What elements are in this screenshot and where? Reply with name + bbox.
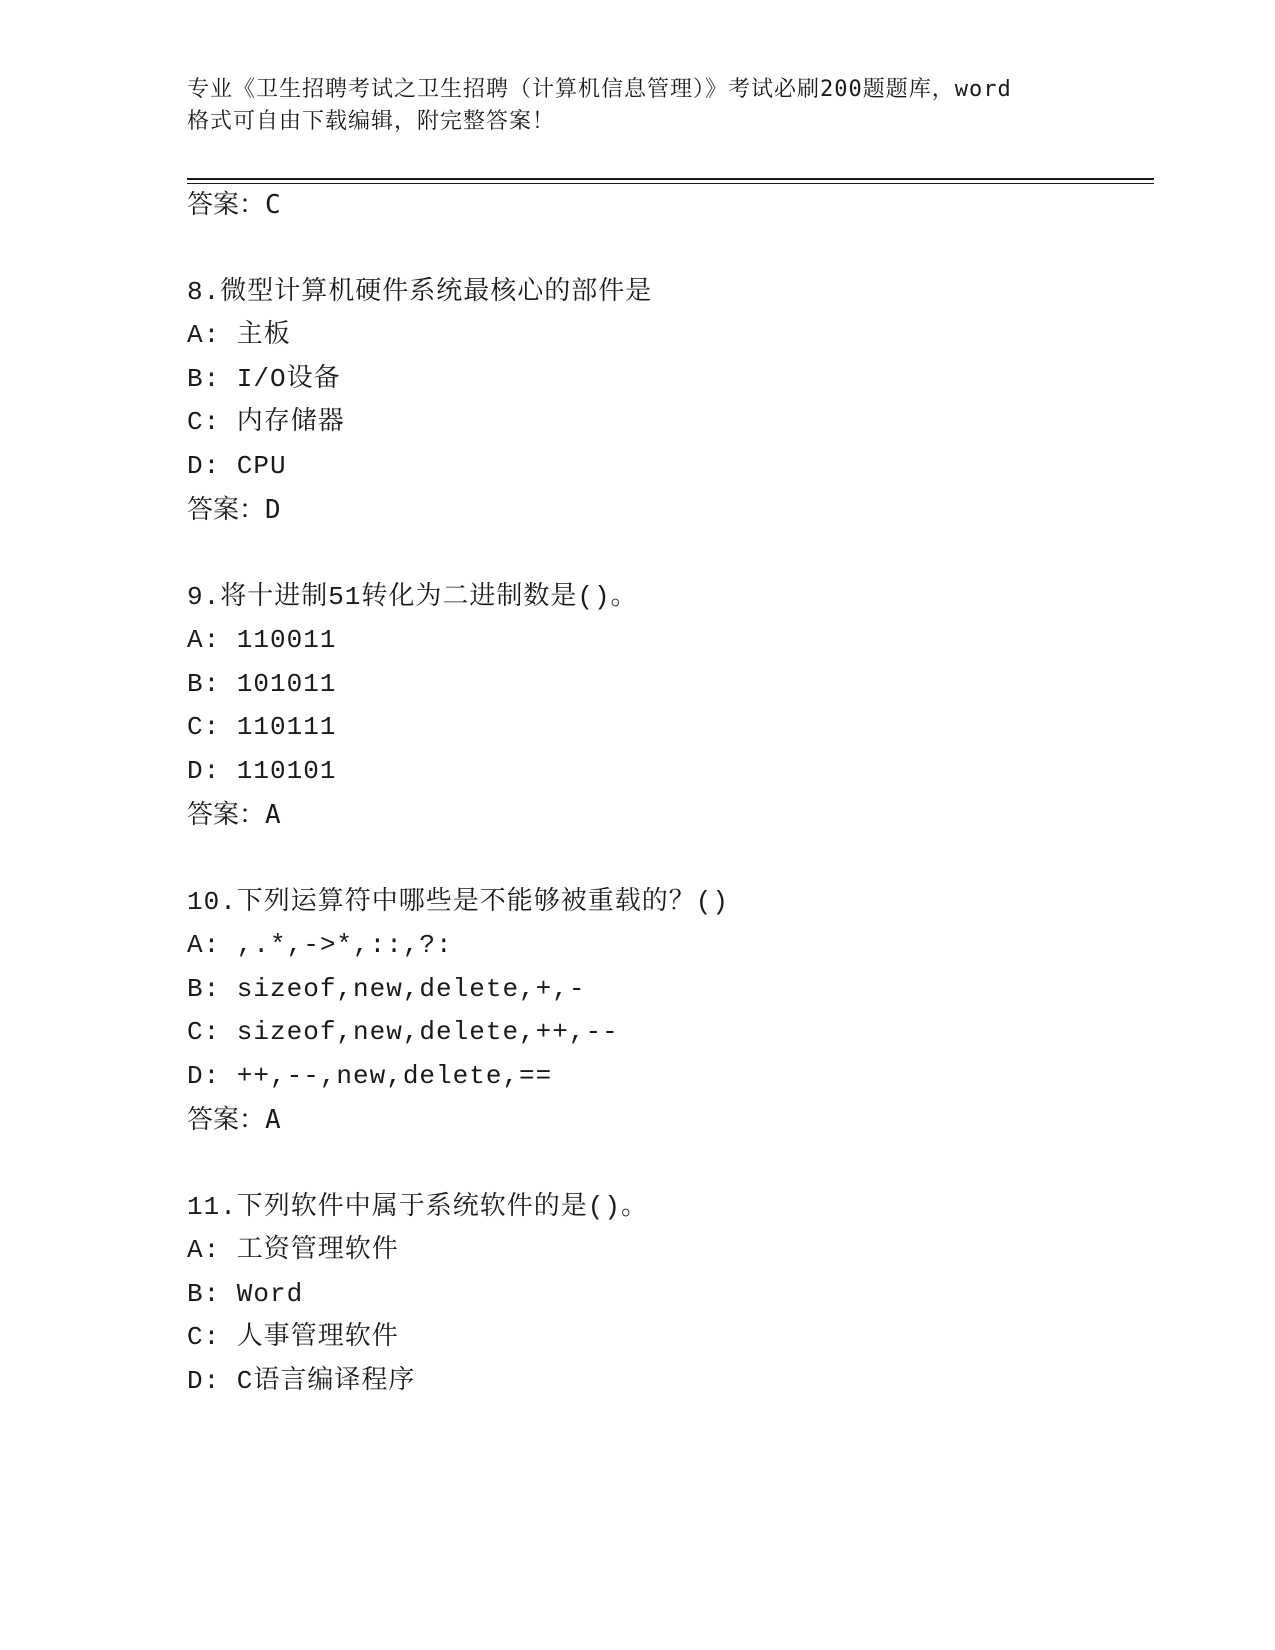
answer-prev: 答案：C xyxy=(187,190,281,220)
question-10-option-a: A: ,.*,->*,::,?: xyxy=(187,930,453,960)
header-divider-thick xyxy=(187,178,1154,180)
question-11-option-b: B: Word xyxy=(187,1279,304,1309)
question-8-option-d: D: CPU xyxy=(187,451,287,481)
question-10-option-d: D: ++,--,new,delete,== xyxy=(187,1061,553,1091)
question-10-option-c: C: sizeof,new,delete,++,-- xyxy=(187,1017,619,1047)
question-9-option-d: D: 110101 xyxy=(187,756,337,786)
question-11-option-c: C: 人事管理软件 xyxy=(187,1322,399,1352)
question-11-option-d: D: C语言编译程序 xyxy=(187,1366,416,1396)
question-11: 11.下列软件中属于系统软件的是()。 xyxy=(187,1192,649,1222)
header-title-line-1: 专业《卫生招聘考试之卫生招聘（计算机信息管理）》考试必刷200题题库，word xyxy=(187,77,1012,102)
question-9-answer: 答案：A xyxy=(187,800,281,830)
question-8-option-a: A: 主板 xyxy=(187,320,291,350)
question-8-option-b: B: I/O设备 xyxy=(187,364,341,394)
question-11-option-a: A: 工资管理软件 xyxy=(187,1235,399,1265)
header-title-line-2: 格式可自由下载编辑，附完整答案！ xyxy=(187,109,556,134)
question-8-answer: 答案：D xyxy=(187,495,281,525)
document-header xyxy=(187,74,1087,138)
question-9: 9.将十进制51转化为二进制数是()。 xyxy=(187,582,638,612)
question-10-option-b: B: sizeof,new,delete,+,- xyxy=(187,974,586,1004)
question-9-option-c: C: 110111 xyxy=(187,712,337,742)
question-10: 10.下列运算符中哪些是不能够被重载的？() xyxy=(187,887,730,917)
question-8-option-c: C: 内存储器 xyxy=(187,407,345,437)
question-10-answer: 答案：A xyxy=(187,1105,281,1135)
header-divider-thin xyxy=(187,183,1154,184)
question-8: 8.微型计算机硬件系统最核心的部件是 xyxy=(187,277,653,307)
question-9-option-a: A: 110011 xyxy=(187,625,337,655)
question-9-option-b: B: 101011 xyxy=(187,669,337,699)
